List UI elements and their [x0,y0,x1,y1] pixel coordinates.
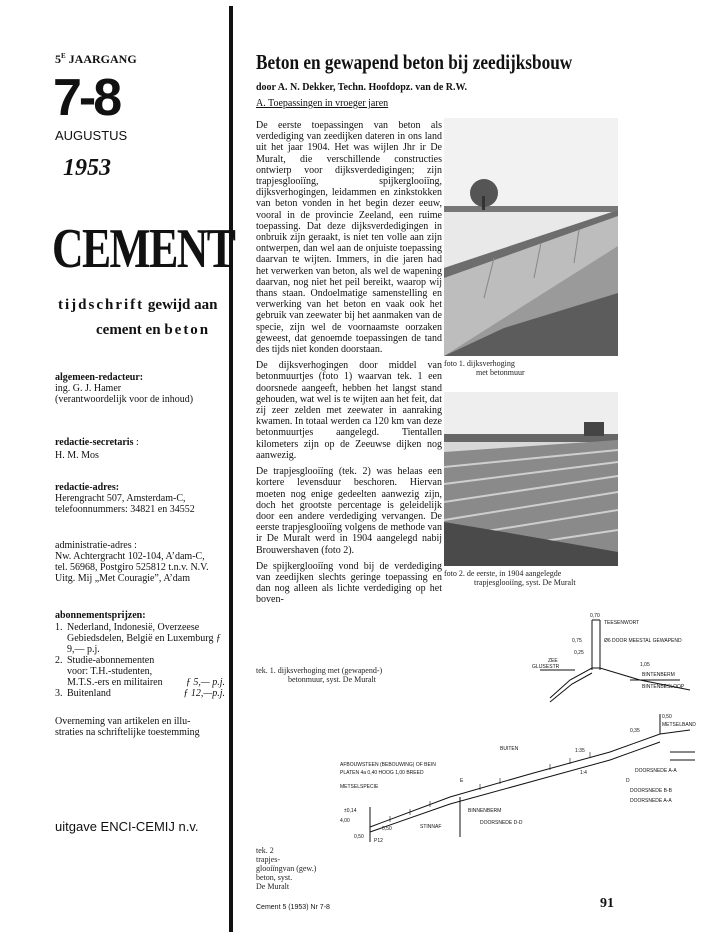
dim-label: 0,50 [354,834,364,840]
reprint-notice: Overneming van artikelen en illu- straties na schriftelijke toestemming [55,716,200,738]
editor-label: algemeen-redacteur: [55,372,144,383]
dim-label: 0,70 [590,613,600,619]
drawing-label: BUITEN [500,746,519,752]
admin-label: administratie-adres : [55,540,137,551]
section-heading: A. Toepassingen in vroeger jaren [256,98,389,109]
drawing-label: TEESENWORT [604,620,640,626]
drawing-label: BINTENBERM [642,672,675,678]
drawing-label: D [626,778,630,784]
drawing-label: GLIJSESTR [532,664,560,670]
photo-stepped-slope [444,392,618,566]
admin-line: Uitg. Mij „Met Couragie”, A’dam [55,573,190,584]
paragraph: De dijksverhogingen door middel van betonmuurtjes (foto 1) waarvan tek. 1 een doorsnede aangeeft, hebben het langst stand gehouden, wat wel is te wijten aan het feit, dat zij zeer zelden met zeewater in aanraking kwamen. In totaal werden ca 120 km van deze betonmuurtjes aangelegd. Tientallen kilometers zijn op de Zeeuwse dijken nog aanwezig. [256,360,442,461]
editor-block [55,372,225,405]
article-byline: door A. N. Dekker, Techn. Hoofdopz. van de R.W. [256,82,468,93]
dim-label: P12 [374,838,383,844]
photo1-caption: foto 1. dijksverhoging met betonmuur [444,359,525,377]
drawing1-caption: tek. 1. dijksverhoging met (gewapend-) betonmuur, syst. De Muralt [256,666,383,684]
subscriptions-label: abonnementsprijzen: [55,610,146,621]
drawing2-caption: tek. 2 trapjes- glooiïngvan (gew.) beton, syst. De Muralt [256,846,317,891]
subscription-item: 1. Nederland, Indonesië, Overzeese Gebiedsdelen, België en Luxemburg ƒ 9,— p.j. [55,622,221,655]
secretary-label: redactie-secretaris [55,437,134,448]
tagline-line1: tijdschrift gewijd aan [58,297,218,313]
address-label: redactie-adres: [55,482,120,493]
dim-label: 1:35 [575,748,585,754]
drawing-label: DOORSNEDE B-B [630,788,672,794]
drawing-label: ZEE [548,658,558,664]
dim-label: 1,05 [640,662,650,668]
dim-label: 0,25 [574,650,584,656]
address-block [55,482,225,515]
drawing-label: BINTENBESLOOP [642,684,685,690]
drawing-label: METSELSPECIE [340,784,379,790]
admin-block [55,540,227,584]
drawing-dike-wall-section [530,610,700,710]
drawing-label: Ø6 DOOR MEESTAL GEWAPEND [604,638,682,644]
tagline-line2: cement en beton [96,322,211,338]
dim-label: 0,75 [572,638,582,644]
drawing-label: BINNENBERM [468,808,502,814]
dim-label: 0,35 [630,728,640,734]
photo2-caption: foto 2. de eerste, in 1904 aangelegde trapjesglooiïng, syst. De Muralt [444,569,576,587]
subscription-item: 2. Studie-abonnementen voor: T.H.-studenten, M.T.S.-ers en militairen ƒ 5,— p.j. [55,655,225,688]
subscriptions-block [55,610,225,699]
vertical-divider [229,6,233,932]
admin-line: Nw. Achtergracht 102-104, A’dam-C, [55,551,205,562]
dim-label: 0,50 [662,714,672,720]
drawing-label: STINNAF [420,824,442,830]
secretary-name: H. M. Mos [55,450,99,461]
drawing-label: PLATEN 4a 0,40 HOOG 1,00 BREED [340,770,424,776]
photo-dike-wall [444,118,618,356]
paragraph: De trapjesglooiïng (tek. 2) was helaas een kortere levensduur beschoren. Hiervan moeten nog enige gedeelten aanwezig zijn, doch het grootste percentage is geleidelijk door een andere verdediging vervangen. De eerste trapjesglooiïng volgens de methode van ir De Muralt werd in 1904 aangelegd nabij Brouwershaven (foto 2). [256,466,442,556]
magazine-name: CEMENT [52,218,235,280]
article-title: Beton en gewapend beton bij zeedijksbouw [256,50,573,74]
volume-label: $5^E$ JAARGANG [55,52,137,66]
drawing-label: E [460,778,464,784]
issue-number: 7-8 [53,69,120,127]
secretary-block: redactie-secretaris : H. M. Mos [55,432,225,461]
address-line: Herengracht 507, Amsterdam-C, [55,493,186,504]
dim-label: 1:4 [580,770,587,776]
footer-citation: Cement 5 (1953) Nr 7-8 [256,904,330,911]
drawing-label: METSELBAND [662,722,696,728]
admin-line: tel. 56968, Postgiro 525812 t.n.v. N.V. [55,562,209,573]
address-phone: telefoonnummers: 34821 en 34552 [55,504,195,515]
paragraph: De spijkerglooiïng vond bij de verdediging van zeedijken slechts geringe toepassing en dan nog alleen als lichte verdediging op het boven- [256,560,442,606]
dim-label: 0,50 [382,826,392,832]
issue-year: 1953 [63,155,111,181]
dim-label: ±0,14 [344,808,357,814]
paragraph: De eerste toepassingen van beton als verdediging van zeedijken dateren in ons land uit het jaar 1904. Het was wijlen Jhr ir De Muralt, die verschillende constructies ontwierp voor dijksverdedigingen; zijn trapjesglooiïng, spijkerglooiïng, dijksverhogingen, leidammen en zinkstokken van beton vonden in het begin dezer eeuw, vooral in de provincie Zeeland, een ruime toepassing. Dat deze dijksverdedigingen in onbruik zijn geraakt, is niet ten volle aan zijn ontwerpen, dan wel aan de onjuiste toepassing daarvan te wijten. Immers, in die jaren had het verwerken van beton, als wel de wapening daarvan, nog niet het peil bereikt, waarop wij thans staan. Ondoelmatige samenstelling en verwerking van het beton en vaak ook het gebruik van zeewater bij het aanmaken van de specie, zijn wel de voornaamste oorzaken geweest, dat genoemde toepassingen de tand des tijds niet konden doorstaan. [256,120,442,356]
drawing-label: DOORSNEDE D-D [480,820,523,826]
publisher: uitgave ENCI-CEMIJ n.v. [55,819,199,834]
drawing-stepped-slope-section [330,712,700,847]
drawing-label: DOORSNEDE A-A [630,798,672,804]
editor-name: ing. G. J. Hamer [55,383,122,394]
subscription-item: 3. Buitenland ƒ 12,—p.j. [55,688,225,699]
drawing-label: DOORSNEDE A-A [635,768,677,774]
issue-month: AUGUSTUS [55,128,128,143]
page-number: 91 [600,896,614,911]
drawing-label: AFBOUWSTEEN (BEBOUWING) OF BEIN [340,762,436,768]
article-body [256,120,442,611]
dim-label: 4,00 [340,818,350,824]
editor-note: (verantwoordelijk voor de inhoud) [55,394,194,405]
